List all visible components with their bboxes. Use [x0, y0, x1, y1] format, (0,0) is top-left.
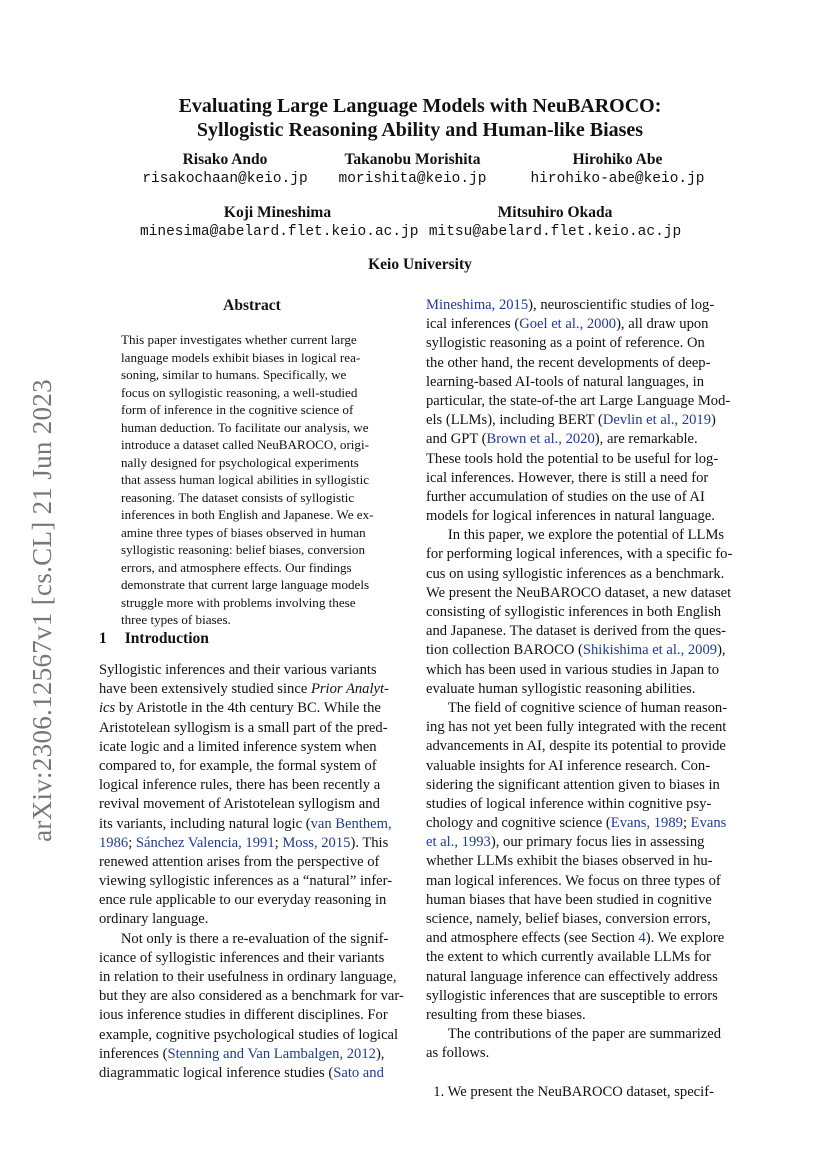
text-span: The contributions of the paper are summarized [426, 1026, 722, 1043]
citation-link[interactable]: 4 [638, 930, 646, 947]
text-span: advancements in AI, despite its potential to provide [426, 738, 726, 755]
text-span: particular, the state-of-the art Large Language Mod- [426, 392, 731, 409]
text-span: inferences ( [99, 1045, 168, 1062]
text-span: in relation to their usefulness in ordinary language, [99, 969, 397, 985]
text-line [426, 852, 731, 871]
text-line [99, 987, 404, 1006]
text-span: models for logical inferences in natural language. [426, 508, 715, 525]
text-line [426, 641, 731, 660]
abstract-line: soning, similar to humans. Specifically, we [121, 367, 347, 382]
text-span: science, namely, belief biases, conversion errors, [426, 911, 711, 927]
text-line [426, 757, 731, 776]
italic-text: Prior Analyt- [310, 681, 389, 698]
text-span: by Aristotle in the 4th century BC. While the [115, 700, 381, 717]
title-line-1: Evaluating Large Language Models with NeuBAROCO: [178, 95, 662, 117]
text-line [426, 411, 731, 430]
citation-link[interactable]: van Benthem, [310, 815, 392, 832]
abstract-line: human deduction. To facilitate our analysis, we [121, 419, 369, 435]
text-line [426, 948, 731, 967]
text-line [99, 853, 404, 872]
text-line [426, 450, 731, 469]
text-line [426, 872, 731, 891]
author-email[interactable]: morishita@keio.jp [338, 171, 487, 187]
text-span: Aristotelean syllogism is a small part of the pred- [99, 719, 388, 736]
text-span: icate logic and a limited inference system when [99, 738, 377, 755]
text-line [426, 334, 731, 353]
text-span: consisting of syllogistic inferences in both English [426, 604, 722, 620]
citation-link[interactable]: Mineshima, 2015 [426, 297, 529, 313]
text-span: viewing syllogistic inferences as a “natural” infer- [99, 873, 393, 890]
text-span: ing has not yet been fully integrated with the recent [426, 719, 727, 736]
text-line [426, 545, 731, 564]
text-line [426, 315, 731, 334]
abstract-line: errors, and atmosphere effects. Our findings [121, 559, 352, 575]
text-span: These tools hold the potential to be useful for log- [426, 450, 719, 467]
text-span: Syllogistic inferences and their various variants [99, 662, 377, 678]
text-span: The field of cognitive science of human reason- [426, 699, 728, 716]
text-span: and GPT ( [426, 431, 487, 448]
text-line [426, 469, 731, 488]
text-line [426, 622, 731, 641]
text-span: 1. We present the NeuBAROCO dataset, specif- [426, 1083, 714, 1100]
abstract-line: This paper investigates whether current large [121, 332, 357, 347]
text-line [426, 718, 731, 737]
text-span: syllogistic reasoning as a point of reference. On [426, 335, 705, 352]
text-line [99, 891, 404, 910]
abstract-line: language models exhibit biases in logical rea- [121, 349, 361, 365]
text-span: valuable insights for AI inference research. Con- [426, 757, 711, 774]
text-line [426, 430, 731, 449]
text-line [426, 1064, 731, 1083]
author-block [140, 203, 419, 242]
text-line [99, 699, 404, 718]
abstract-heading: Abstract [223, 297, 281, 314]
abstract-line: amine three types of biases observed in human [121, 524, 366, 540]
text-line [99, 1045, 404, 1064]
text-line [426, 584, 731, 603]
citation-link[interactable]: Sánchez Valencia, 1991 [135, 834, 275, 851]
abstract-line: focus on syllogistic reasoning, a well-studied [121, 384, 358, 400]
abstract-line: introduce a dataset called NeuBAROCO, origi- [121, 437, 369, 452]
author-block [425, 203, 685, 242]
text-span: diagrammatic logical inference studies ( [99, 1064, 334, 1081]
text-span: ), neuroscientific studies of log- [528, 297, 715, 313]
text-span: ) [711, 412, 716, 429]
text-span: for performing logical inferences, with a specific fo- [426, 546, 733, 563]
text-span: ; [128, 834, 136, 851]
abstract-line: syllogistic reasoning: belief biases, conversion [121, 542, 365, 557]
text-line [426, 814, 731, 833]
text-span: ; [682, 815, 691, 832]
text-span: ), are remarkable. [594, 431, 698, 448]
text-line [99, 1026, 404, 1045]
text-span: and Japanese. The dataset is derived from the ques- [426, 623, 727, 640]
author-name: Koji Mineshima [223, 204, 332, 221]
author-name: Mitsuhiro Okada [497, 204, 613, 221]
text-span: studies of logical inference within cognitive psy- [426, 795, 712, 812]
text-line [426, 507, 731, 526]
author-email[interactable]: mitsu@abelard.flet.keio.ac.jp [428, 224, 682, 240]
author-name: Risako Ando [182, 151, 268, 168]
abstract-line: that assess human logical abilities in syllogistic [121, 472, 370, 487]
text-span: ordinary language. [99, 911, 209, 928]
author-name: Hirohiko Abe [572, 151, 663, 168]
text-line [99, 661, 404, 680]
text-line [426, 392, 731, 411]
text-line [426, 373, 731, 392]
text-span: as follows. [426, 1045, 490, 1062]
text-span: compared to, for example, the formal system of [99, 757, 377, 774]
text-line [426, 833, 731, 852]
text-line [99, 1064, 404, 1083]
text-line [426, 891, 731, 910]
text-line [99, 738, 404, 757]
text-line [99, 757, 404, 776]
text-span: chology and cognitive science ( [426, 815, 611, 832]
affiliation: Keio University [368, 256, 472, 273]
text-line [426, 699, 731, 718]
text-line [426, 910, 731, 929]
author-email[interactable]: minesima@abelard.flet.keio.ac.jp [140, 224, 419, 240]
citation-link[interactable]: Moss, 2015 [282, 834, 351, 851]
text-span: resulting from these biases. [426, 1006, 586, 1023]
text-span: Not only is there a re-evaluation of the signif- [99, 930, 389, 947]
text-span: tion collection BAROCO ( [426, 642, 583, 659]
text-span: ). We explore [645, 930, 725, 947]
left-column-text [99, 661, 404, 1083]
author-block [130, 150, 320, 189]
text-line [426, 1006, 731, 1025]
italic-text: ics [99, 700, 116, 717]
text-line [426, 795, 731, 814]
text-line [426, 603, 731, 622]
text-span: els (LLMs), including BERT ( [426, 412, 603, 429]
citation-link[interactable]: Sato and [333, 1064, 384, 1081]
text-span: whether LLMs exhibit the biases observed in hu- [426, 853, 713, 870]
text-line [426, 354, 731, 373]
text-span: human biases that have been studied in cognitive [426, 891, 712, 908]
abstract-body [121, 331, 383, 629]
text-span: its variants, including natural logic ( [99, 815, 311, 832]
text-line [99, 719, 404, 738]
abstract-line: nally designed for psychological experiments [121, 454, 359, 470]
text-line [426, 1025, 731, 1044]
text-span: natural language inference can effectively address [426, 968, 718, 985]
text-line [99, 815, 404, 834]
text-span: ), our primary focus lies in assessing [490, 834, 705, 851]
arxiv-stamp [22, 370, 62, 850]
text-span: ence rule applicable to our everyday reasoning in [99, 892, 387, 909]
text-span: syllogistic inferences that are susceptible to errors [426, 987, 718, 1004]
citation-link[interactable]: et al., 1993 [426, 834, 491, 851]
text-line [99, 776, 404, 795]
text-line [426, 737, 731, 756]
arxiv-stamp-text: arXiv:2306.12567v1 [cs.CL] 21 Jun 2023 [26, 378, 57, 842]
text-line [426, 776, 731, 795]
text-line [99, 968, 404, 987]
text-span: have been extensively studied since [99, 681, 311, 698]
text-span: ). This [350, 834, 389, 851]
citation-link[interactable]: Evans [690, 815, 727, 832]
text-span: ), all draw upon [616, 316, 709, 333]
abstract-line: three types of biases. [121, 612, 231, 627]
title-line-2: Syllogistic Reasoning Ability and Human-like Biases [196, 119, 644, 141]
text-span: the other hand, the recent developments of deep- [426, 354, 711, 371]
text-line [426, 526, 731, 545]
text-span: which has been used in various studies in Japan to [426, 661, 720, 678]
text-span: revival movement of Aristotelean syllogism and [99, 796, 380, 813]
citation-link[interactable]: Stenning and Van Lambalgen, 2012 [167, 1045, 376, 1062]
text-span: but they are also considered as a benchmark for var- [99, 988, 404, 1005]
text-line [426, 987, 731, 1006]
text-span: renewed attention arises from the perspective of [99, 853, 380, 870]
author-email[interactable]: hirohiko-abe@keio.jp [530, 171, 705, 187]
abstract-line: reasoning. The dataset consists of syllogistic [121, 489, 355, 505]
text-span: man logical inferences. We focus on three types of [426, 872, 721, 889]
text-line [99, 949, 404, 968]
abstract-line: inferences in both English and Japanese. We ex- [121, 507, 374, 522]
text-span: ), [717, 642, 726, 659]
text-line [99, 872, 404, 891]
text-span: ical inferences. However, there is still a need for [426, 469, 709, 486]
text-line [426, 296, 731, 315]
text-line [99, 795, 404, 814]
text-span: cus on using syllogistic inferences as a benchmark. [426, 565, 725, 582]
citation-link[interactable]: Shikishima et al., 2009 [582, 642, 718, 659]
text-span: We present the NeuBAROCO dataset, a new dataset [426, 584, 732, 601]
text-span: ), [375, 1045, 385, 1062]
author-name: Takanobu Morishita [344, 151, 481, 168]
text-span: ; [274, 834, 283, 851]
section-number: 1 [99, 630, 107, 647]
text-line [426, 1044, 731, 1063]
text-line [99, 834, 404, 853]
citation-link[interactable]: Devlin et al., 2019 [602, 412, 712, 429]
text-line [426, 680, 731, 699]
text-line [426, 968, 731, 987]
text-line [99, 1006, 404, 1025]
text-span: ical inferences ( [426, 316, 520, 333]
abstract-line: demonstrate that current large language models [121, 577, 370, 592]
text-span: example, cognitive psychological studies of logical [99, 1026, 399, 1043]
text-span: evaluate human syllogistic reasoning abilities. [426, 680, 696, 697]
citation-link[interactable]: 1986 [99, 834, 129, 851]
text-span: In this paper, we explore the potential of LLMs [426, 527, 725, 544]
text-span: ious inference studies in different disciplines. For [99, 1007, 388, 1024]
abstract-line: form of inference in the cognitive science of [121, 402, 354, 417]
author-block [320, 150, 505, 189]
text-span: icance of syllogistic inferences and their variants [99, 949, 385, 966]
text-span: the extent to which currently available LLMs for [426, 949, 711, 966]
author-email[interactable]: risakochaan@keio.jp [142, 171, 308, 187]
text-span: further accumulation of studies on the use of AI [426, 488, 705, 505]
text-span: and atmosphere effects (see Section [426, 930, 639, 947]
text-line [99, 910, 404, 929]
text-line [426, 929, 731, 948]
text-span: logical inference rules, there has been recently a [99, 777, 381, 794]
text-line [426, 661, 731, 680]
text-line [426, 565, 731, 584]
citation-link[interactable]: Brown et al., 2020 [486, 431, 595, 448]
text-line [99, 930, 404, 949]
text-span: sidering the significant attention given to biases in [426, 776, 720, 793]
author-block [520, 150, 715, 189]
abstract-line: struggle more with problems involving these [121, 594, 356, 610]
text-line [426, 488, 731, 507]
citation-link[interactable]: Goel et al., 2000 [519, 316, 617, 333]
text-line [426, 1083, 731, 1102]
text-span: learning-based AI-tools of natural languages, in [426, 373, 705, 390]
section-heading [99, 630, 209, 648]
citation-link[interactable]: Evans, 1989 [610, 815, 683, 832]
paper-title [100, 94, 740, 142]
section-title: Introduction [124, 630, 209, 647]
right-column-text [426, 296, 731, 1102]
text-line [99, 680, 404, 699]
